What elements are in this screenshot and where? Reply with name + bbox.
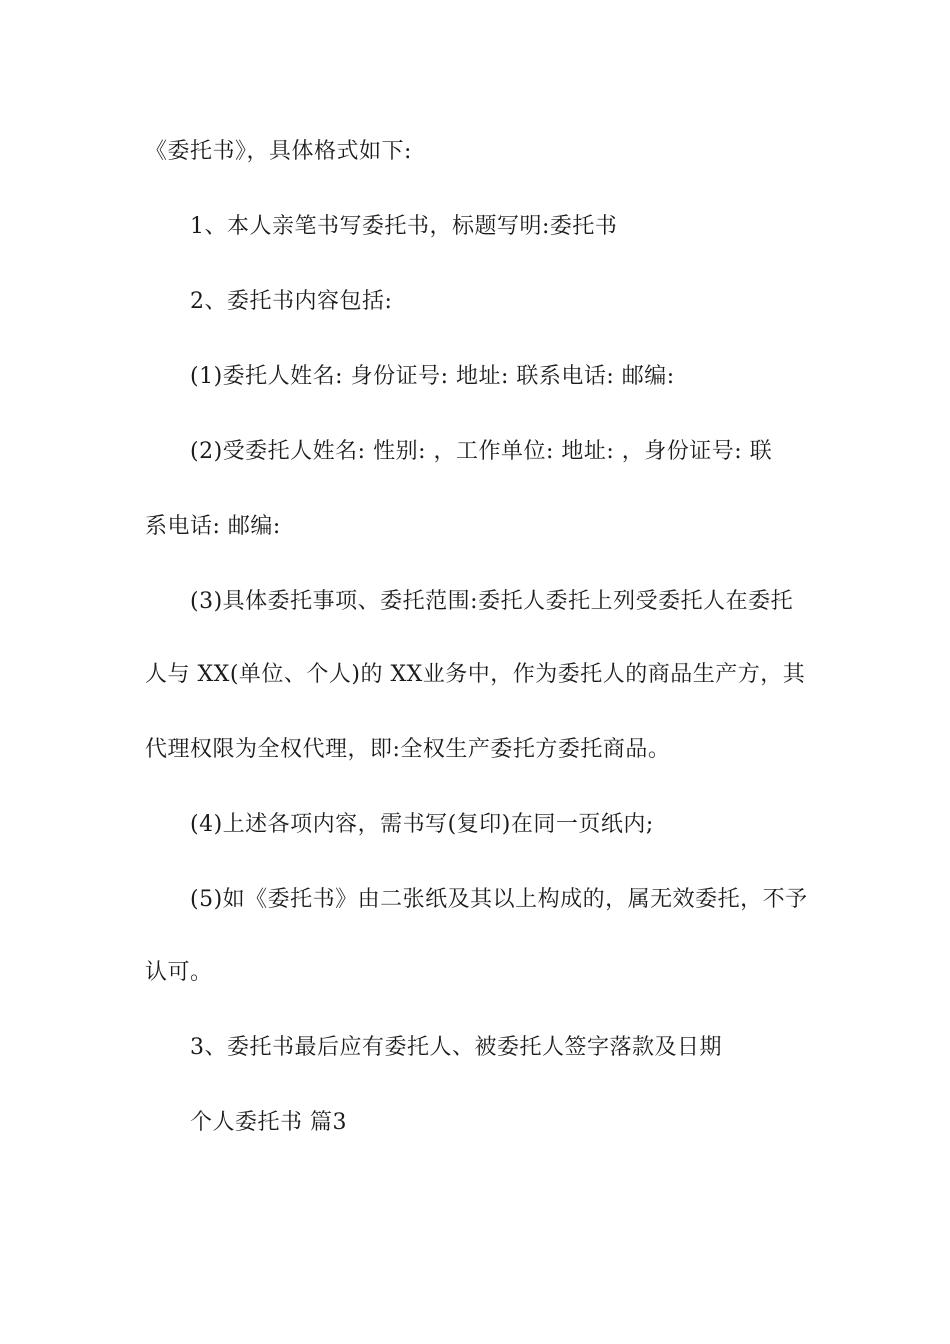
- paragraph-item-1: 1、本人亲笔书写委托书，标题写明:委托书: [190, 214, 618, 239]
- paragraph-subitem-2: (2)受委托人姓名: 性别: ，工作单位: 地址: ，身份证号: 联: [190, 439, 773, 464]
- paragraph-item-2: 2、委托书内容包括:: [190, 289, 393, 314]
- paragraph-subitem-2-cont: 系电话: 邮编:: [145, 514, 281, 539]
- paragraph-format-intro: 《委托书》，具体格式如下:: [145, 139, 412, 164]
- paragraph-subitem-5: (5)如《委托书》由二张纸及其以上构成的，属无效委托，不予: [190, 887, 808, 912]
- paragraph-subitem-3-cont-2: 代理权限为全权代理，即:全权生产委托方委托商品。: [145, 737, 671, 762]
- paragraph-subitem-5-cont: 认可。: [145, 960, 213, 985]
- section-heading: 个人委托书 篇3: [190, 1110, 347, 1135]
- paragraph-subitem-3: (3)具体委托事项、委托范围:委托人委托上列受委托人在委托: [190, 589, 794, 614]
- paragraph-subitem-3-cont-1: 人与 XX(单位、个人)的 XX业务中，作为委托人的商品生产方，其: [145, 662, 806, 687]
- paragraph-item-3: 3、委托书最后应有委托人、被委托人签字落款及日期: [190, 1035, 722, 1060]
- paragraph-subitem-1: (1)委托人姓名: 身份证号: 地址: 联系电话: 邮编:: [190, 364, 675, 389]
- paragraph-subitem-4: (4)上述各项内容，需书写(复印)在同一页纸内;: [190, 812, 654, 837]
